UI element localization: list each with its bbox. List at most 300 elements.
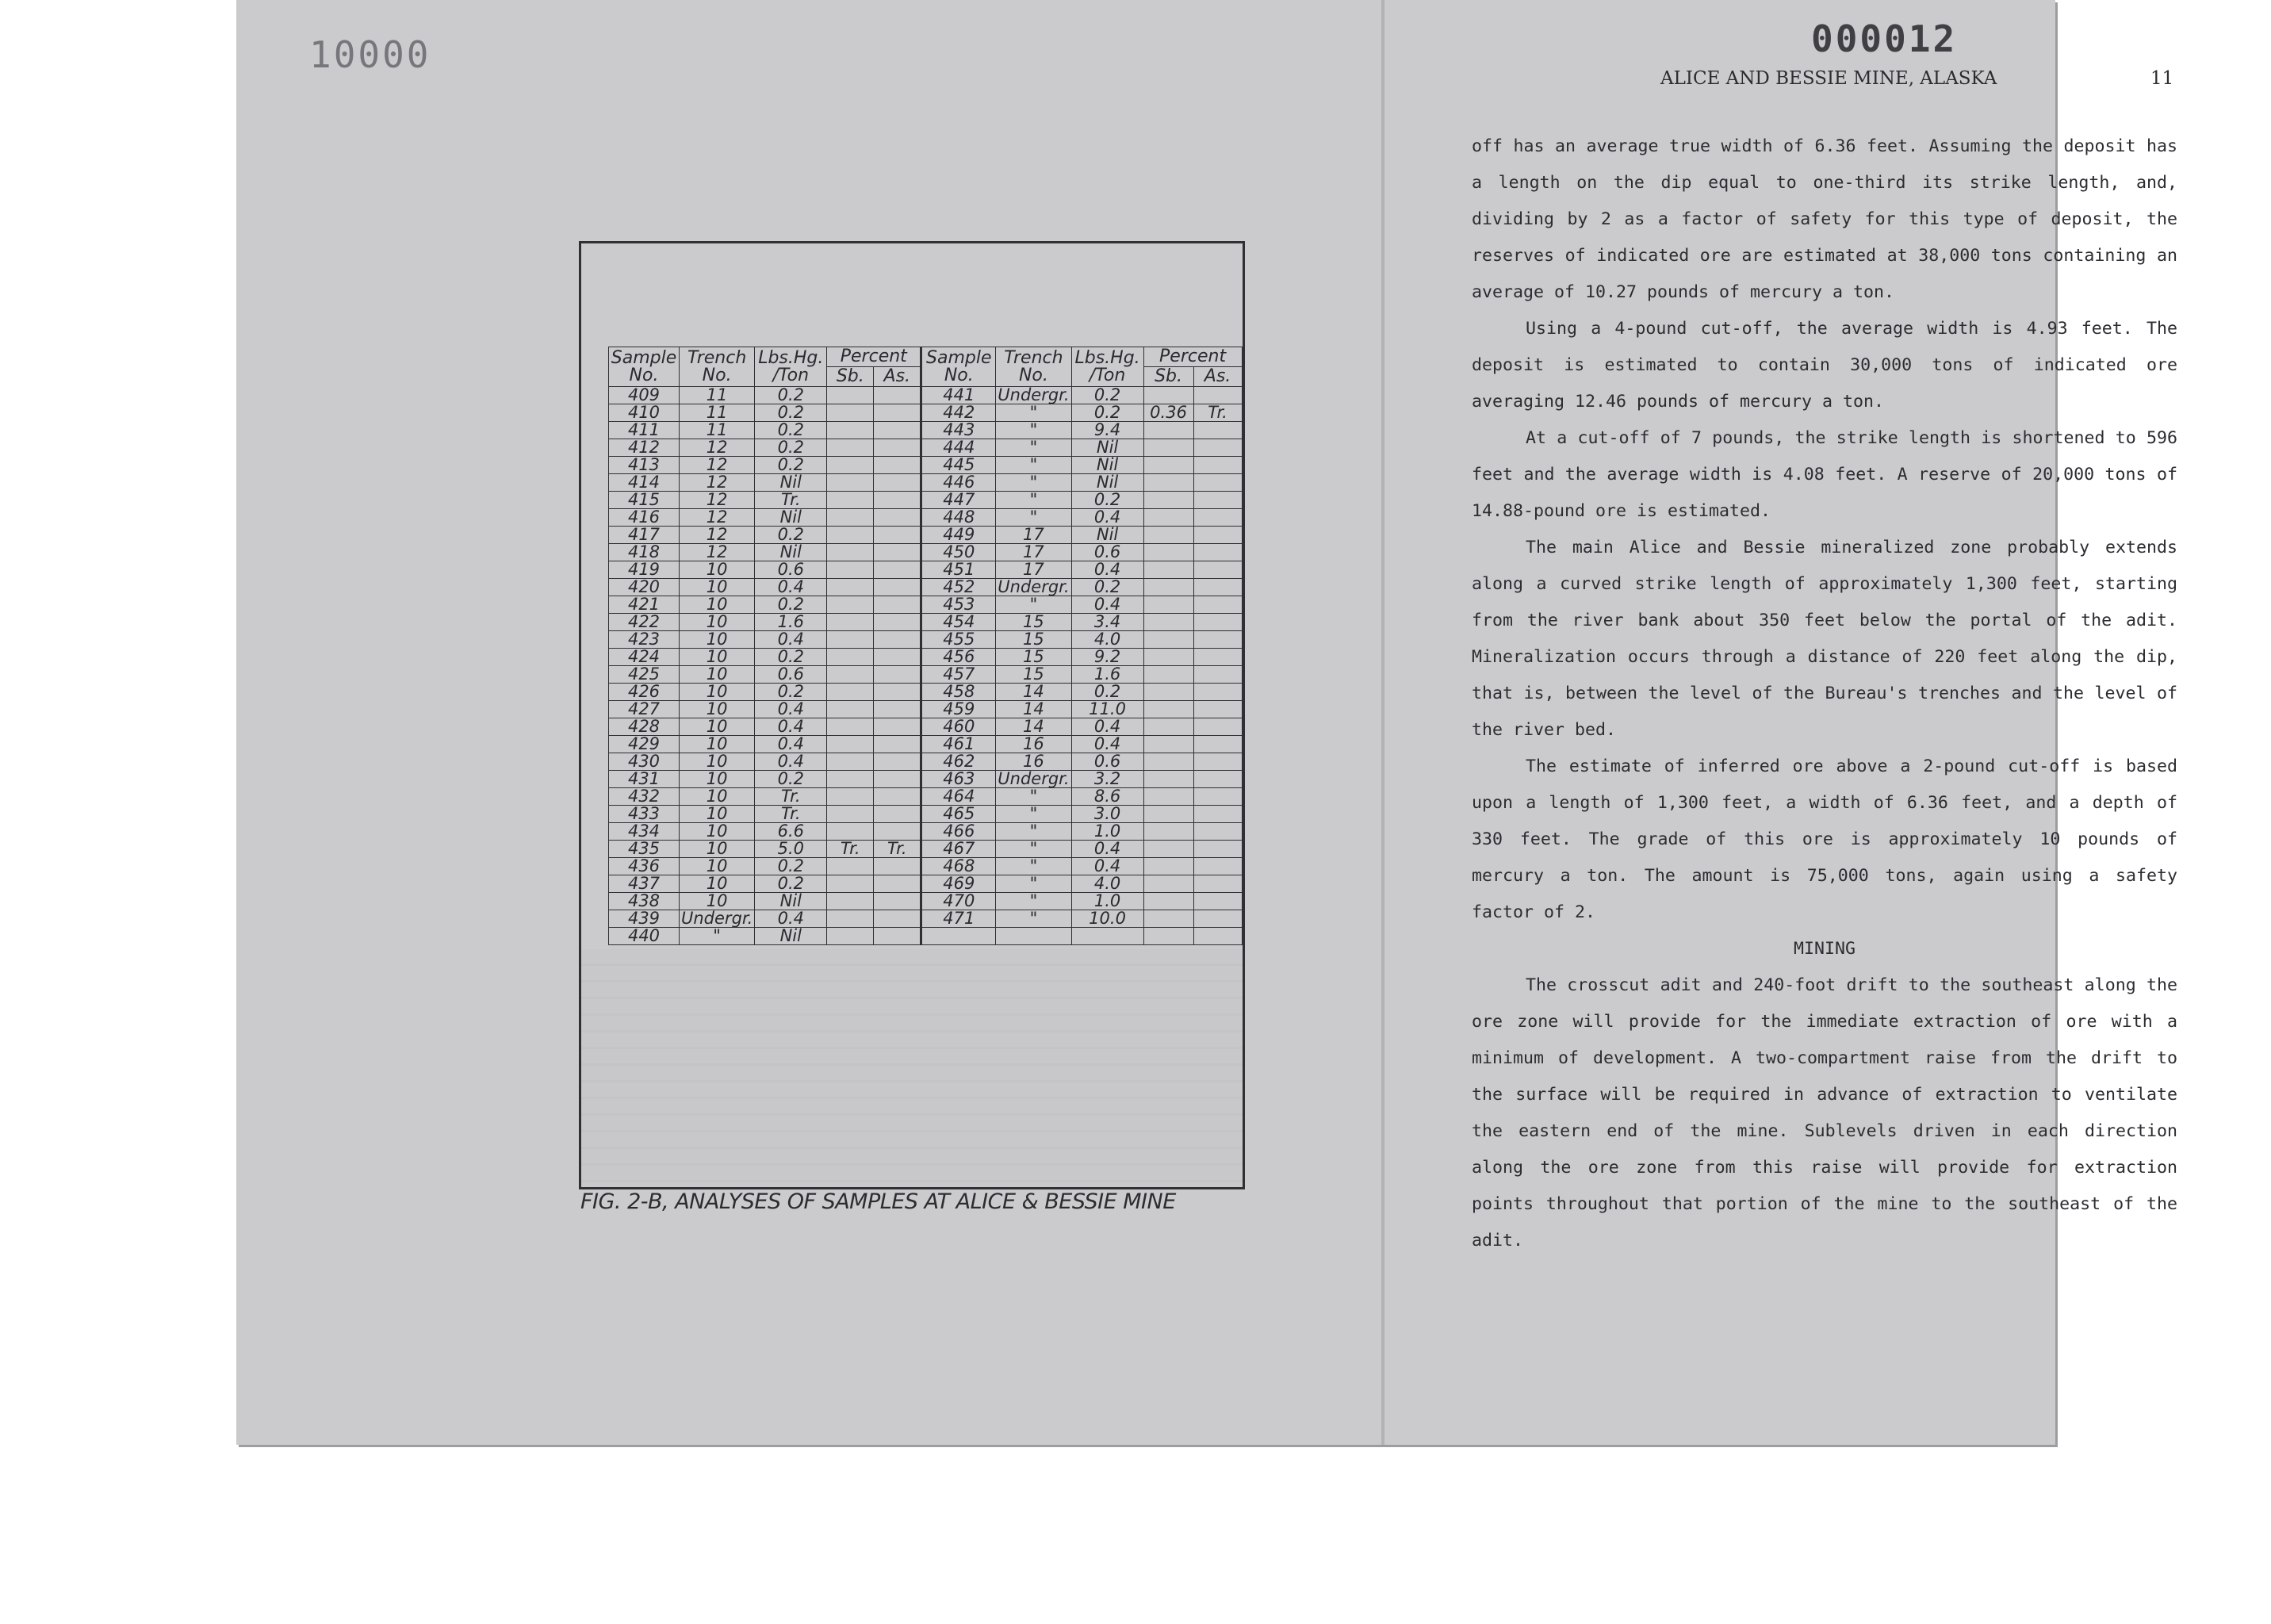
table-row <box>609 788 1243 806</box>
sample-no-cell: 411 <box>609 422 680 439</box>
lbs-hg-cell: 0.2 <box>1071 387 1143 404</box>
bleed-through-lines <box>581 949 1243 1187</box>
sb-percent-cell <box>1143 649 1193 666</box>
trench-no-cell: 15 <box>996 666 1071 684</box>
as-percent-cell <box>874 422 921 439</box>
document-number-stamp-left: 10000 <box>309 33 431 76</box>
sample-no-cell: 442 <box>921 404 996 422</box>
table-row <box>609 649 1243 666</box>
sample-no-cell: 451 <box>921 561 996 579</box>
paragraph-3: At a cut-off of 7 pounds, the strike length is shortened to 596 feet and the average width is 4.08 feet. A reserve of 20,000 tons of 14.88-pound ore is estimated. <box>1472 428 2177 521</box>
lbs-hg-cell: 0.4 <box>755 579 827 596</box>
trench-no-cell: " <box>996 509 1071 527</box>
trench-no-cell: 10 <box>680 684 755 701</box>
trench-no-cell: 10 <box>680 858 755 875</box>
sample-no-cell: 445 <box>921 457 996 474</box>
sb-percent-cell <box>1143 544 1193 561</box>
as-percent-cell: Tr. <box>874 841 921 858</box>
lbs-hg-cell: 0.2 <box>755 387 827 404</box>
lbs-hg-cell: 0.6 <box>755 561 827 579</box>
figure-caption: FIG. 2-B, ANALYSES OF SAMPLES AT ALICE & BESSIE MINE <box>580 1189 1176 1214</box>
trench-no-cell: " <box>996 788 1071 806</box>
trench-no-cell: 10 <box>680 736 755 753</box>
sb-percent-cell <box>1143 893 1193 910</box>
lbs-hg-cell: 0.2 <box>755 649 827 666</box>
sample-no-cell: 457 <box>921 666 996 684</box>
sample-no-cell: 439 <box>609 910 680 928</box>
trench-no-cell: Undergr. <box>996 387 1071 404</box>
col-header-trench: Trench No. <box>680 347 755 387</box>
sb-percent-cell <box>827 910 874 928</box>
lbs-hg-cell: 0.2 <box>755 457 827 474</box>
paragraph-1: off has an average true width of 6.36 feet. Assuming the deposit has a length on the dip equal to one-third its strike length, and, dividing by 2 as a factor of safety for this type of deposit, the reserves of indicated ore are estimated at 38,000 tons containing an average of 10.27 pounds of mercury a ton. <box>1472 136 2177 302</box>
trench-no-cell: 11 <box>680 387 755 404</box>
sample-no-cell: 433 <box>609 806 680 823</box>
as-percent-cell <box>874 457 921 474</box>
as-percent-cell <box>1193 666 1242 684</box>
as-percent-cell <box>1193 596 1242 614</box>
sample-no-cell: 419 <box>609 561 680 579</box>
sample-no-cell: 446 <box>921 474 996 492</box>
paragraph-4: The main Alice and Bessie mineralized zone probably extends along a curved strike length of approximately 1,300 feet, starting from the river bank about 350 feet below the portal of the adit. Mineralization occurs through a distance of 220 feet along the dip, that is, between the level of the Bureau's trenches and the level of the river bed. <box>1472 538 2177 740</box>
as-percent-cell <box>1193 910 1242 928</box>
lbs-hg-cell: 0.2 <box>755 422 827 439</box>
sb-percent-cell <box>1143 614 1193 631</box>
sb-percent-cell <box>827 457 874 474</box>
sample-no-cell: 452 <box>921 579 996 596</box>
trench-no-cell: 11 <box>680 422 755 439</box>
lbs-hg-cell: 0.4 <box>755 736 827 753</box>
table-row <box>609 701 1243 718</box>
sb-percent-cell <box>827 404 874 422</box>
lbs-hg-cell: Nil <box>755 474 827 492</box>
sample-no-cell: 413 <box>609 457 680 474</box>
lbs-hg-cell: 0.4 <box>755 631 827 649</box>
sample-no-cell: 448 <box>921 509 996 527</box>
document-number-stamp-right: 000012 <box>1811 17 1958 60</box>
as-percent-cell <box>874 404 921 422</box>
as-percent-cell <box>1193 875 1242 893</box>
trench-no-cell: " <box>996 492 1071 509</box>
as-percent-cell <box>1193 561 1242 579</box>
trench-no-cell: " <box>680 928 755 945</box>
lbs-hg-cell: 8.6 <box>1071 788 1143 806</box>
sb-percent-cell <box>827 806 874 823</box>
trench-no-cell: " <box>996 910 1071 928</box>
as-percent-cell <box>874 771 921 788</box>
sample-no-cell: 470 <box>921 893 996 910</box>
trench-no-cell: " <box>996 404 1071 422</box>
trench-no-cell: 17 <box>996 561 1071 579</box>
sb-percent-cell <box>1143 823 1193 841</box>
lbs-hg-cell: 0.4 <box>755 753 827 771</box>
sb-percent-cell <box>827 823 874 841</box>
as-percent-cell <box>874 596 921 614</box>
sample-no-cell: 455 <box>921 631 996 649</box>
lbs-hg-cell: 1.6 <box>755 614 827 631</box>
lbs-hg-cell: 4.0 <box>1071 875 1143 893</box>
lbs-hg-cell: 0.2 <box>1071 579 1143 596</box>
table-row <box>609 875 1243 893</box>
trench-no-cell: " <box>996 841 1071 858</box>
sample-no-cell: 466 <box>921 823 996 841</box>
as-percent-cell <box>874 788 921 806</box>
sb-percent-cell <box>827 631 874 649</box>
sample-analysis-table <box>608 347 1243 945</box>
sb-percent-cell <box>827 928 874 945</box>
col-header-percent: Percent <box>827 347 921 367</box>
as-percent-cell <box>874 527 921 544</box>
sample-no-cell: 440 <box>609 928 680 945</box>
sample-no-cell: 471 <box>921 910 996 928</box>
as-percent-cell <box>1193 893 1242 910</box>
sample-no-cell: 465 <box>921 806 996 823</box>
lbs-hg-cell: Nil <box>1071 527 1143 544</box>
sb-percent-cell <box>1143 509 1193 527</box>
sample-no-cell: 432 <box>609 788 680 806</box>
as-percent-cell <box>1193 701 1242 718</box>
table-row <box>609 684 1243 701</box>
lbs-hg-cell: 0.2 <box>755 771 827 788</box>
trench-no-cell: 12 <box>680 527 755 544</box>
sample-no-cell: 462 <box>921 753 996 771</box>
sample-no-cell: 459 <box>921 701 996 718</box>
table-row <box>609 544 1243 561</box>
as-percent-cell <box>874 579 921 596</box>
left-page <box>236 0 1381 1445</box>
lbs-hg-cell: 0.2 <box>755 596 827 614</box>
table-row <box>609 841 1243 858</box>
as-percent-cell <box>1193 439 1242 457</box>
table-row <box>609 614 1243 631</box>
lbs-hg-cell: 0.4 <box>1071 858 1143 875</box>
table-row <box>609 771 1243 788</box>
as-percent-cell <box>874 439 921 457</box>
sample-no-cell: 437 <box>609 875 680 893</box>
col-header-percent-2: Percent <box>1143 347 1242 367</box>
trench-no-cell: Undergr. <box>996 579 1071 596</box>
as-percent-cell <box>1193 509 1242 527</box>
lbs-hg-cell: Nil <box>755 928 827 945</box>
sb-percent-cell <box>827 788 874 806</box>
sample-no-cell: 458 <box>921 684 996 701</box>
lbs-hg-cell: 6.6 <box>755 823 827 841</box>
trench-no-cell: 15 <box>996 649 1071 666</box>
col-header-as-2: As. <box>1193 367 1242 387</box>
sb-percent-cell <box>827 439 874 457</box>
table-row <box>609 439 1243 457</box>
trench-no-cell: 15 <box>996 614 1071 631</box>
as-percent-cell <box>1193 771 1242 788</box>
sample-no-cell: 434 <box>609 823 680 841</box>
trench-no-cell: " <box>996 457 1071 474</box>
sample-no-cell: 417 <box>609 527 680 544</box>
table-row <box>609 718 1243 736</box>
sb-percent-cell <box>1143 666 1193 684</box>
table-row <box>609 823 1243 841</box>
lbs-hg-cell: Nil <box>1071 457 1143 474</box>
paragraph-2: Using a 4-pound cut-off, the average width is 4.93 feet. The deposit is estimated to contain 30,000 tons of indicated ore averaging 12.46 pounds of mercury a ton. <box>1472 319 2177 412</box>
as-percent-cell <box>1193 684 1242 701</box>
sb-percent-cell <box>1143 631 1193 649</box>
sb-percent-cell <box>1143 474 1193 492</box>
sample-no-cell: 456 <box>921 649 996 666</box>
sb-percent-cell <box>1143 596 1193 614</box>
table-row <box>609 579 1243 596</box>
as-percent-cell <box>874 823 921 841</box>
sb-percent-cell <box>1143 684 1193 701</box>
lbs-hg-cell: 0.4 <box>1071 596 1143 614</box>
as-percent-cell <box>874 509 921 527</box>
sb-percent-cell <box>1143 561 1193 579</box>
sample-no-cell: 468 <box>921 858 996 875</box>
sb-percent-cell <box>1143 771 1193 788</box>
trench-no-cell: 12 <box>680 509 755 527</box>
sb-percent-cell <box>1143 858 1193 875</box>
trench-no-cell: 14 <box>996 701 1071 718</box>
lbs-hg-cell: 0.2 <box>755 684 827 701</box>
sb-percent-cell <box>827 771 874 788</box>
table-row <box>609 474 1243 492</box>
as-percent-cell <box>1193 736 1242 753</box>
lbs-hg-cell: 0.2 <box>755 404 827 422</box>
as-percent-cell <box>1193 753 1242 771</box>
sb-percent-cell <box>827 718 874 736</box>
sample-no-cell: 426 <box>609 684 680 701</box>
lbs-hg-cell: 0.6 <box>1071 544 1143 561</box>
as-percent-cell <box>1193 614 1242 631</box>
sb-percent-cell <box>1143 439 1193 457</box>
as-percent-cell <box>1193 806 1242 823</box>
sample-no-cell: 453 <box>921 596 996 614</box>
as-percent-cell <box>1193 457 1242 474</box>
sample-no-cell: 444 <box>921 439 996 457</box>
sb-percent-cell <box>1143 422 1193 439</box>
lbs-hg-cell: 11.0 <box>1071 701 1143 718</box>
sb-percent-cell <box>827 579 874 596</box>
as-percent-cell <box>874 684 921 701</box>
sb-percent-cell <box>827 387 874 404</box>
col-header-trench-2: Trench No. <box>996 347 1071 387</box>
sb-percent-cell <box>827 614 874 631</box>
trench-no-cell: " <box>996 596 1071 614</box>
table-row <box>609 509 1243 527</box>
table-row <box>609 527 1243 544</box>
sample-no-cell: 425 <box>609 666 680 684</box>
sample-no-cell: 422 <box>609 614 680 631</box>
sb-percent-cell <box>827 858 874 875</box>
table-row <box>609 404 1243 422</box>
lbs-hg-cell: 0.4 <box>755 910 827 928</box>
trench-no-cell: 16 <box>996 736 1071 753</box>
table-row <box>609 492 1243 509</box>
as-percent-cell <box>874 492 921 509</box>
section-heading-mining: MINING <box>1793 939 1855 959</box>
sb-percent-cell <box>1143 910 1193 928</box>
lbs-hg-cell: 1.0 <box>1071 893 1143 910</box>
sb-percent-cell <box>827 422 874 439</box>
lbs-hg-cell: 1.0 <box>1071 823 1143 841</box>
trench-no-cell: 10 <box>680 596 755 614</box>
lbs-hg-cell: 10.0 <box>1071 910 1143 928</box>
sample-no-cell: 460 <box>921 718 996 736</box>
table-row <box>609 753 1243 771</box>
lbs-hg-cell: 0.4 <box>1071 736 1143 753</box>
lbs-hg-cell: 9.2 <box>1071 649 1143 666</box>
sb-percent-cell <box>1143 492 1193 509</box>
trench-no-cell: 10 <box>680 579 755 596</box>
sample-no-cell: 463 <box>921 771 996 788</box>
trench-no-cell: 12 <box>680 474 755 492</box>
lbs-hg-cell: 3.0 <box>1071 806 1143 823</box>
lbs-hg-cell: Nil <box>755 544 827 561</box>
table-row <box>609 858 1243 875</box>
trench-no-cell: " <box>996 422 1071 439</box>
trench-no-cell: 10 <box>680 841 755 858</box>
sb-percent-cell <box>827 736 874 753</box>
sample-no-cell: 467 <box>921 841 996 858</box>
lbs-hg-cell: Tr. <box>755 806 827 823</box>
as-percent-cell <box>874 806 921 823</box>
as-percent-cell <box>1193 649 1242 666</box>
lbs-hg-cell: Nil <box>755 893 827 910</box>
trench-no-cell: " <box>996 823 1071 841</box>
sb-percent-cell <box>1143 736 1193 753</box>
lbs-hg-cell: 0.4 <box>1071 718 1143 736</box>
sb-percent-cell <box>827 666 874 684</box>
as-percent-cell <box>1193 527 1242 544</box>
table-row <box>609 631 1243 649</box>
sb-percent-cell <box>827 492 874 509</box>
sb-percent-cell <box>827 875 874 893</box>
trench-no-cell: 10 <box>680 718 755 736</box>
paragraph-5: The estimate of inferred ore above a 2-pound cut-off is based upon a length of 1,300 feet, a width of 6.36 feet, and a depth of 330 feet. The grade of this ore is approximately 10 pounds of mercury a ton. The amount is 75,000 tons, again using a safety factor of 2. <box>1472 756 2177 922</box>
table-row <box>609 736 1243 753</box>
sb-percent-cell <box>1143 788 1193 806</box>
trench-no-cell: " <box>996 875 1071 893</box>
lbs-hg-cell: 0.6 <box>755 666 827 684</box>
as-percent-cell <box>874 544 921 561</box>
sb-percent-cell <box>827 701 874 718</box>
table-row <box>609 666 1243 684</box>
lbs-hg-cell: 0.2 <box>755 858 827 875</box>
trench-no-cell: " <box>996 806 1071 823</box>
sample-no-cell: 450 <box>921 544 996 561</box>
trench-no-cell: 10 <box>680 561 755 579</box>
lbs-hg-cell: Tr. <box>755 492 827 509</box>
sb-percent-cell <box>1143 875 1193 893</box>
trench-no-cell: 14 <box>996 718 1071 736</box>
as-percent-cell <box>874 561 921 579</box>
sb-percent-cell <box>827 649 874 666</box>
table-row <box>609 561 1243 579</box>
table-row <box>609 387 1243 404</box>
sb-percent-cell <box>1143 701 1193 718</box>
sample-no-cell: 438 <box>609 893 680 910</box>
trench-no-cell: 10 <box>680 701 755 718</box>
sb-percent-cell <box>1143 579 1193 596</box>
as-percent-cell <box>1193 474 1242 492</box>
sample-no-cell: 469 <box>921 875 996 893</box>
sample-no-cell: 414 <box>609 474 680 492</box>
lbs-hg-cell: 0.2 <box>1071 404 1143 422</box>
as-percent-cell: Tr. <box>1193 404 1242 422</box>
table-row <box>609 806 1243 823</box>
trench-no-cell: 15 <box>996 631 1071 649</box>
sb-percent-cell <box>827 893 874 910</box>
as-percent-cell <box>874 928 921 945</box>
table-row <box>609 893 1243 910</box>
trench-no-cell: 10 <box>680 666 755 684</box>
sample-no-cell: 409 <box>609 387 680 404</box>
col-header-sample: Sample No. <box>609 347 680 387</box>
trench-no-cell: 10 <box>680 614 755 631</box>
sb-percent-cell <box>827 527 874 544</box>
as-percent-cell <box>1193 492 1242 509</box>
as-percent-cell <box>1193 788 1242 806</box>
as-percent-cell <box>874 753 921 771</box>
sample-no-cell: 420 <box>609 579 680 596</box>
right-page <box>1384 0 2271 1445</box>
figure-frame <box>579 241 1245 1189</box>
sb-percent-cell <box>827 474 874 492</box>
as-percent-cell <box>1193 387 1242 404</box>
sample-no-cell: 412 <box>609 439 680 457</box>
as-percent-cell <box>874 614 921 631</box>
table-row <box>609 422 1243 439</box>
lbs-hg-cell: 1.6 <box>1071 666 1143 684</box>
col-header-lbs-hg: Lbs.Hg. /Ton <box>755 347 827 387</box>
lbs-hg-cell <box>1071 928 1143 945</box>
trench-no-cell: 10 <box>680 631 755 649</box>
lbs-hg-cell: 0.6 <box>1071 753 1143 771</box>
trench-no-cell: 10 <box>680 893 755 910</box>
lbs-hg-cell: Nil <box>1071 474 1143 492</box>
sb-percent-cell <box>1143 527 1193 544</box>
sample-no-cell: 429 <box>609 736 680 753</box>
sb-percent-cell <box>827 561 874 579</box>
sb-percent-cell <box>1143 841 1193 858</box>
sample-no-cell: 415 <box>609 492 680 509</box>
as-percent-cell <box>874 875 921 893</box>
as-percent-cell <box>874 718 921 736</box>
as-percent-cell <box>874 474 921 492</box>
sb-percent-cell <box>1143 387 1193 404</box>
sample-no-cell: 431 <box>609 771 680 788</box>
trench-no-cell: " <box>996 858 1071 875</box>
trench-no-cell: " <box>996 439 1071 457</box>
sb-percent-cell <box>827 596 874 614</box>
lbs-hg-cell: 0.4 <box>1071 509 1143 527</box>
sb-percent-cell: 0.36 <box>1143 404 1193 422</box>
table-row <box>609 910 1243 928</box>
trench-no-cell: 12 <box>680 439 755 457</box>
as-percent-cell <box>1193 544 1242 561</box>
lbs-hg-cell: 0.4 <box>1071 561 1143 579</box>
as-percent-cell <box>874 666 921 684</box>
sb-percent-cell <box>1143 806 1193 823</box>
body-text <box>1472 128 2177 1259</box>
trench-no-cell: 11 <box>680 404 755 422</box>
trench-no-cell: 10 <box>680 788 755 806</box>
col-header-sb-2: Sb. <box>1143 367 1193 387</box>
sample-no-cell: 461 <box>921 736 996 753</box>
paragraph-mining: The crosscut adit and 240-foot drift to the southeast along the ore zone will provide for the immediate extraction of ore with a minimum of development. A two-compartment raise from the drift to the surface will be required in advance of extraction to ventilate the eastern end of the mine. Sublevels driven in each direction along the ore zone from this raise will provide for extraction points throughout that portion of the mine to the southeast of the adit. <box>1472 975 2177 1251</box>
col-header-sb: Sb. <box>827 367 874 387</box>
trench-no-cell: 10 <box>680 806 755 823</box>
sample-no-cell: 454 <box>921 614 996 631</box>
trench-no-cell: 12 <box>680 457 755 474</box>
